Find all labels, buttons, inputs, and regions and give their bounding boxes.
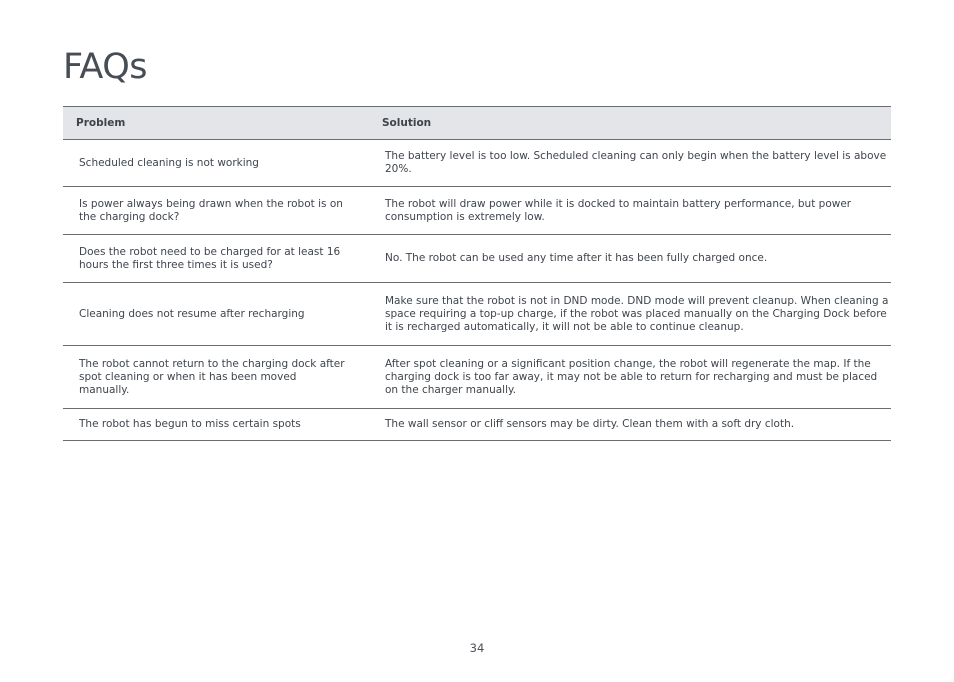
problem-cell: The robot has begun to miss certain spots — [63, 409, 370, 441]
faq-table — [63, 106, 891, 441]
solution-cell: No. The robot can be used any time after it has been fully charged once. — [370, 235, 891, 283]
problem-cell: Does the robot need to be charged for at least 16 hours the first three times it is used? — [63, 235, 370, 283]
table-row — [63, 140, 891, 187]
table-header-row — [63, 107, 891, 140]
solution-cell: After spot cleaning or a significant position change, the robot will regenerate the map. If the charging dock is too far away, it may not be able to return for recharging and must be placed on the charger manually. — [370, 346, 891, 409]
table-row — [63, 346, 891, 409]
page-title: FAQs — [63, 47, 148, 87]
table-row — [63, 187, 891, 235]
table-row — [63, 235, 891, 283]
problem-cell: Is power always being drawn when the robot is on the charging dock? — [63, 187, 370, 235]
column-header-problem: Problem — [63, 107, 370, 140]
solution-cell: The robot will draw power while it is docked to maintain battery performance, but power consumption is extremely low. — [370, 187, 891, 235]
table-row — [63, 283, 891, 346]
column-header-solution: Solution — [370, 107, 891, 140]
page-number: 34 — [469, 641, 485, 655]
problem-cell: Scheduled cleaning is not working — [63, 140, 370, 187]
table-row — [63, 409, 891, 441]
problem-cell: Cleaning does not resume after recharging — [63, 283, 370, 346]
solution-cell: The wall sensor or cliff sensors may be dirty. Clean them with a soft dry cloth. — [370, 409, 891, 441]
solution-cell: Make sure that the robot is not in DND mode. DND mode will prevent cleanup. When cleaning a space requiring a top-up charge, if the robot was placed manually on the Charging Dock before it is recharged automatically, it will not be able to continue cleanup. — [370, 283, 891, 346]
problem-cell: The robot cannot return to the charging dock after spot cleaning or when it has been moved manually. — [63, 346, 370, 409]
solution-cell: The battery level is too low. Scheduled cleaning can only begin when the battery level is above 20%. — [370, 140, 891, 187]
